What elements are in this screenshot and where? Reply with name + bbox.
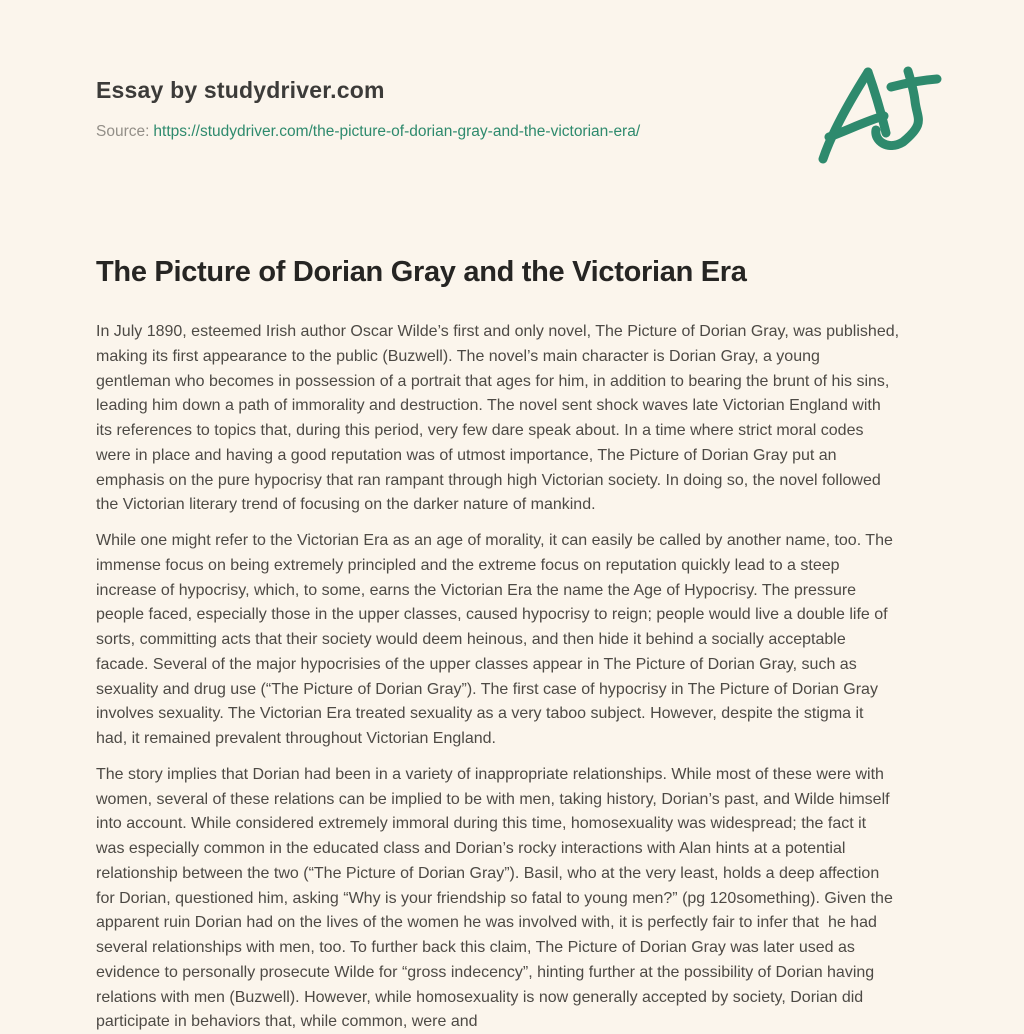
- paragraph-line: several relationships with men, too. To further back this claim, The Picture of Dorian Gray was later used as: [96, 939, 855, 956]
- paragraph-line: leading him down a path of immorality and destruction. The novel sent shock waves late Victorian England with: [96, 397, 881, 415]
- paragraph-line: involves sexuality. The Victorian Era treated sexuality as a very taboo subject. However, despite the stigma it: [96, 705, 864, 723]
- paragraph-line: were in place and having a good reputation was of utmost importance, The Picture of Dorian Gray put an: [96, 446, 837, 464]
- paragraph-line: for Dorian, questioned him, asking “Why is your friendship so fatal to young men?” (pg 120something). Given the: [96, 889, 893, 907]
- paragraph-line: sexuality and drug use (“The Picture of Dorian Gray”). The first case of hypocrisy in The Picture of Dorian Gray: [96, 680, 878, 698]
- paragraph-line: the Victorian literary trend of focusing on the darker nature of mankind.: [96, 496, 596, 514]
- article-body: [96, 320, 928, 1034]
- paragraph-line: into account. While considered extremely immoral during this time, homosexuality was widespread; the fact it: [96, 815, 867, 833]
- paragraph-line: relations with men (Buzwell). However, while homosexuality is now generally accepted by society, Dorian did: [96, 988, 864, 1006]
- a-plus-logo: [818, 66, 942, 168]
- paragraph-line: The story implies that Dorian had been in a variety of inappropriate relationships. While most of these were with: [96, 765, 884, 783]
- source-line: [96, 122, 928, 142]
- paragraph-line: In July 1890, esteemed Irish author Oscar Wilde’s first and only novel, The Picture of Dorian Gray, was published,: [96, 323, 900, 340]
- paragraph-line: immense focus on being extremely principled and the extreme focus on reputation quickly lead to a steep: [96, 556, 840, 574]
- paragraph-line: was especially common in the educated class and Dorian’s rocky interactions with Alan hints at a potential: [96, 840, 846, 857]
- paragraph: [96, 529, 928, 752]
- paragraph-line: gentleman who becomes in possession of a portrait that ages for him, in addition to bearing the brunt of his sins,: [96, 372, 890, 390]
- paragraph-line: making its first appearance to the public (Buzwell). The novel’s main character is Dorian Gray, a young: [96, 347, 820, 365]
- essay-title: The Picture of Dorian Gray and the Victorian Era: [96, 256, 747, 288]
- paragraph-line: emphasis on the pure hypocrisy that ran rampant through high Victorian society. In doing so, the novel followed: [96, 471, 881, 489]
- paragraph-line: people faced, especially those in the upper classes, caused hypocrisy to reign; people would live a double life of: [96, 606, 888, 624]
- source-label: Source:: [96, 123, 150, 140]
- paragraph-line: facade. Several of the major hypocrisies of the upper classes appear in The Picture of Dorian Gray, such as: [96, 655, 857, 673]
- paragraph-line: had, it remained prevalent throughout Victorian England.: [96, 730, 496, 747]
- paragraph-line: sorts, committing acts that their society would deem heinous, and then hide it behind a socially acceptable: [96, 631, 846, 648]
- paragraph-line: evidence to personally prosecute Wilde for “gross indecency”, hinting further at the possibility of Dorian having: [96, 963, 875, 981]
- paragraph-line: women, several of these relations can be implied to be with men, taking history, Dorian’s past, and Wilde himself: [96, 790, 890, 808]
- byline: Essay by studydriver.com: [96, 77, 385, 103]
- paragraph-line: relationship between the two (“The Picture of Dorian Gray”). Basil, who at the very least, holds a deep affection: [96, 864, 880, 882]
- paragraph-line: participate in behaviors that, while common, were and: [96, 1013, 478, 1031]
- paragraph-line: apparent ruin Dorian had on the lives of the women he was involved with, it is perfectly fair to infer that he had: [96, 914, 877, 932]
- paragraph-line: its references to topics that, during this period, very few dare speak about. In a time where strict moral codes: [96, 422, 864, 439]
- paragraph: [96, 320, 928, 518]
- source-url-link[interactable]: https://studydriver.com/the-picture-of-dorian-gray-and-the-victorian-era/: [153, 123, 641, 140]
- paragraph-line: While one might refer to the Victorian Era as an age of morality, it can easily be called by another name, too. The: [96, 532, 893, 549]
- paragraph-line: increase of hypocrisy, which, to some, earns the Victorian Era the name the Age of Hypocrisy. The pressure: [96, 581, 857, 599]
- paragraph: [96, 763, 928, 1034]
